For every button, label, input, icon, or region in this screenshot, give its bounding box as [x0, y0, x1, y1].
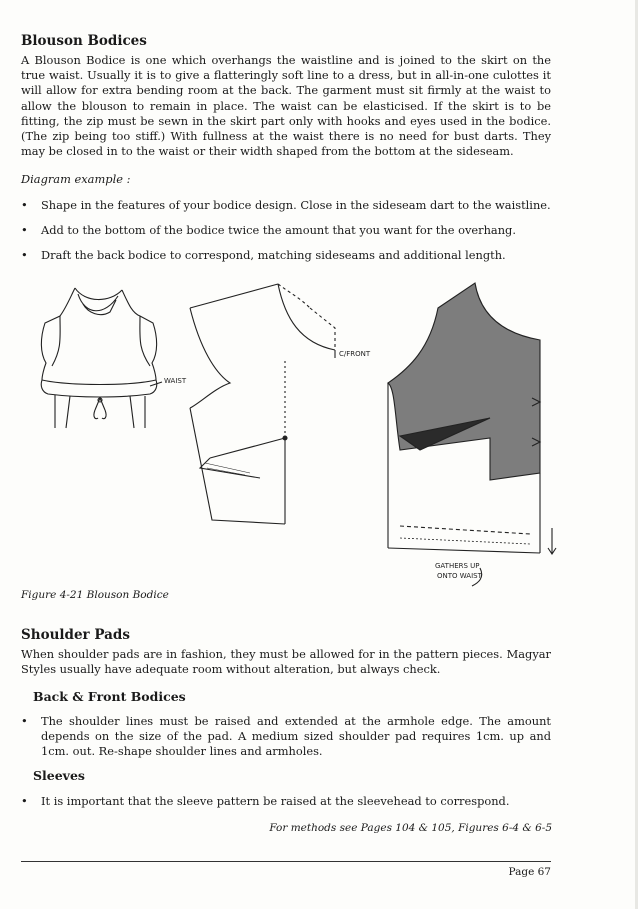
label-gathers-1: GATHERS UP: [435, 562, 480, 570]
blouson-bodice-figure: [0, 268, 638, 598]
reference-note: For methods see Pages 104 & 105, Figures 6-4 & 6-5: [269, 822, 552, 834]
figure-caption: Figure 4-21 Blouson Bodice: [21, 589, 169, 601]
page-number: Page 67: [508, 866, 551, 878]
bullet-dot: •: [21, 714, 28, 728]
subheading-back-front-bodices: Back & Front Bodices: [33, 689, 186, 704]
document-page: Blouson Bodices A Blouson Bodice is one which overhangs the waistline and is joined to the skirt on the true waist. Usually it is to give a flatteringly soft line to a dress, but in all-in-one culottes it will allow for extra bending room at the back. The garment must sit firmly at the waist to allow the blouson to remain in place. The waist can be elasticised. If the skirt is to be fitting, the zip must be sewn in the skirt part only with hooks and eyes used in the bodice. (The zip being too stiff.) With fullness at the waist there is no need for bust darts. They may be closed in to the waist or their width shaped from the bottom at the sideseam. Diagram example : • Shape in the features of your bodice design. Close in the sideseam dart to the waistline. • Add to the bottom of the bodice twice the amount that you want for the overhang. • Draft the back bodice to correspond, matching sideseams and additional length. WAIST C/FRONT GATHERS UP ONTO WAIST Figure 4-21 Blouson Bodice Shoulder Pads When shoulder pads are in fashion, they must be allowed for in the pattern pieces. Magyar Styles usually have adequate room without alteration, but always check. Back & Front Bodices • The shoulder lines must be raised and extended at the armhole edge. The amount depends on the size of the pad. A medium sized shoulder pad requires 1cm. up and 1cm. out. Re-shape shoulder lines and armholes. Sleeves • It is important that the sleeve pattern be raised at the sleevehead to correspond. For methods see Pages 104 & 105, Figures 6-4 & 6-5 Page 67: [0, 0, 638, 909]
label-cfront: C/FRONT: [339, 350, 371, 358]
blouson-paragraph: A Blouson Bodice is one which overhangs the waistline and is joined to the skirt on the true waist. Usually it is to give a flatteringly soft line to a dress, but in all-in-one culottes it will allow for extra bending room at the back. The garment must sit firmly at the waist to allow the blouson to remain in place. The waist can be elasticised. If the skirt is to be fitting, the zip must be sewn in the skirt part only with hooks and eyes used in the bodice. (The zip being too stiff.) With fullness at the waist there is no need for bust darts. They may be closed in to the waist or their width shaped from the bottom at the sideseam.: [21, 53, 551, 159]
bullet-dot: •: [21, 794, 28, 808]
shoulder-pads-paragraph: When shoulder pads are in fashion, they must be allowed for in the pattern pieces. Magyar Styles usually have adequate room without alteration, but always check.: [21, 647, 551, 677]
section-heading-shoulder-pads: Shoulder Pads: [21, 627, 130, 643]
footer-rule: [21, 861, 551, 862]
label-waist: WAIST: [164, 377, 187, 385]
garment-sketch: [41, 288, 162, 428]
back-bodice-pattern: [388, 283, 556, 586]
front-bodice-pattern: [190, 284, 335, 524]
bullet-dot: •: [21, 248, 28, 262]
diagram-example-label: Diagram example :: [21, 172, 131, 186]
subheading-sleeves: Sleeves: [33, 768, 85, 783]
label-gathers-2: ONTO WAIST: [437, 572, 482, 580]
bullet-dot: •: [21, 198, 28, 212]
section-heading-blouson: Blouson Bodices: [21, 33, 147, 49]
bullet-dot: •: [21, 223, 28, 237]
